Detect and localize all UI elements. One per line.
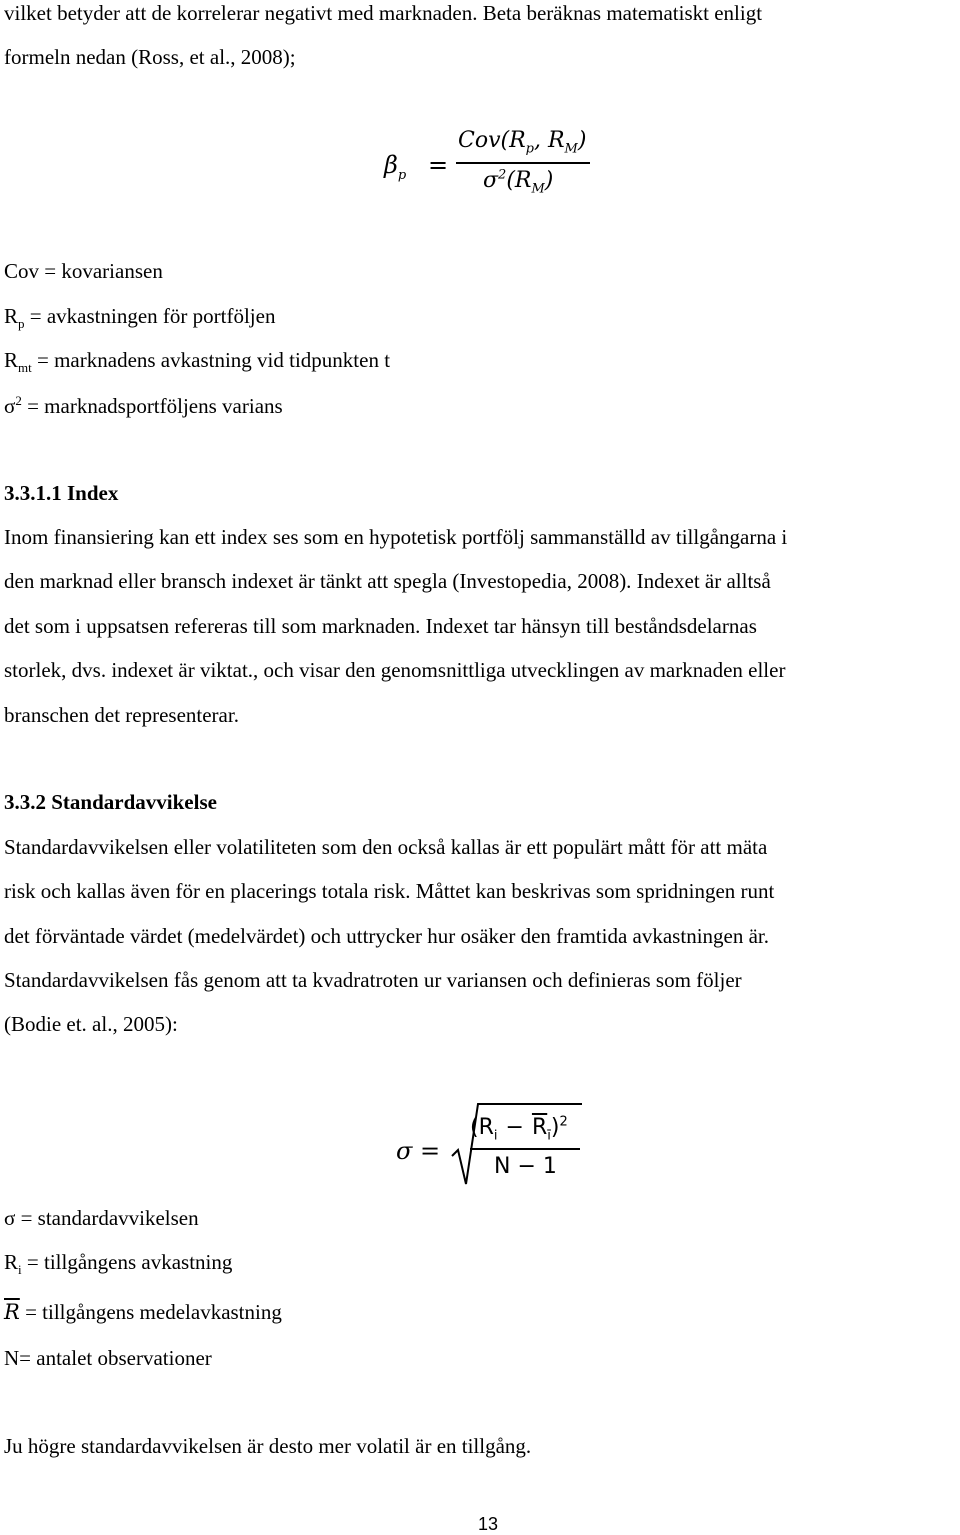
beta-def-cov: Cov = kovariansen (4, 259, 163, 283)
sigma-lhs: σ = (396, 1137, 441, 1165)
sigma-fraction-bar (470, 1148, 580, 1150)
std-paragraph-line: Standardavvikelsen eller volatiliteten som den också kallas är ett populärt mått för att mäta (4, 835, 768, 859)
index-paragraph-line: Inom finansiering kan ett index ses som en hypotetisk portfölj sammanställd av tillgångarna i (4, 525, 788, 549)
beta-def-rp: $R_p$ = avkastningen för portföljen (4, 304, 276, 332)
beta-def-rmt: $R_{mt}$ = marknadens avkastning vid tidpunkten t (4, 348, 391, 376)
std-paragraph-line: Standardavvikelsen fås genom att ta kvadratroten ur variansen och definieras som följer (4, 968, 742, 992)
index-paragraph-line: branschen det representerar. (4, 703, 239, 727)
section-std-heading: 3.3.2 Standardavvikelse (4, 790, 217, 814)
index-paragraph-line: den marknad eller bransch indexet är tänkt att spegla (Investopedia, 2008). Indexet är alltså (4, 569, 771, 593)
beta-denominator: $\sigma^2(R_M)$ (483, 167, 554, 197)
sigma-def-rbar: $\overline{R}$ = tillgångens medelavkastning (4, 1300, 282, 1324)
section-index-heading: 3.3.1.1 Index (4, 481, 119, 505)
index-paragraph-line: storlek, dvs. indexet är viktat., och visar den genomsnittliga utvecklingen av marknaden eller (4, 658, 786, 682)
beta-def-sigma2: $\sigma^2$ = marknadsportföljens varians (4, 393, 283, 418)
beta-lhs: $\beta_p$ (384, 151, 407, 183)
std-paragraph-line: (Bodie et. al., 2005): (4, 1012, 178, 1036)
sigma-numerator: $(R_i - \overline{R}_ī)^2$ (470, 1114, 568, 1144)
std-paragraph-line: det förväntade värdet (medelvärdet) och uttrycker hur osäker den framtida avkastningen är. (4, 924, 770, 948)
sigma-def-n: N= antalet observationer (4, 1346, 212, 1370)
page-number: 13 (478, 1514, 499, 1534)
intro-line-1: vilket betyder att de korrelerar negativt med marknaden. Beta beräknas matematiskt enligt (4, 1, 763, 25)
beta-equals: = (428, 151, 449, 179)
sigma-denominator: N − 1 (494, 1154, 557, 1179)
std-paragraph-line: risk och kallas även för en placerings totala risk. Måttet kan beskrivas som spridningen runt (4, 879, 775, 903)
sigma-def-sigma: σ = standardavvikelsen (4, 1206, 199, 1230)
index-paragraph-line: det som i uppsatsen refereras till som marknaden. Indexet tar hänsyn till beståndsdelarnas (4, 614, 757, 638)
closing-sentence: Ju högre standardavvikelsen är desto mer volatil är en tillgång. (4, 1434, 532, 1458)
beta-numerator: $Cov(R_p$, $R_M$) (458, 128, 587, 157)
intro-line-2: formeln nedan (Ross, et al., 2008); (4, 45, 296, 69)
sigma-def-ri: $R_i$ = tillgångens avkastning (4, 1250, 233, 1278)
beta-fraction-bar (456, 162, 590, 164)
